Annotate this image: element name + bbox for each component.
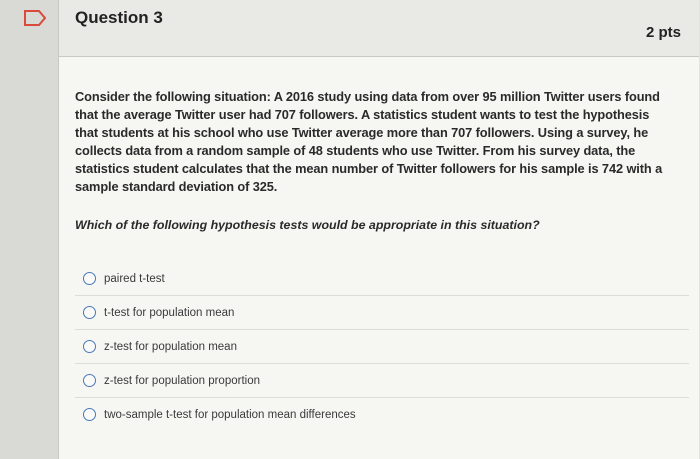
answer-option-z-test-population-proportion[interactable]	[75, 363, 689, 397]
flag-icon[interactable]	[24, 10, 46, 26]
question-text: Consider the following situation: A 2016 study using data from over 95 million Twitter users found that the average Twitter user had 707 followers. A statistics student wants to test the hypothesis that students at his school who use Twitter average more than 707 followers. Using a survey, he collects data from a random sample of 48 students who use Twitter. From his survey data, the statistics student calculates that the mean number of Twitter followers for his sample is 742 with a sample standard deviation of 325.	[75, 89, 663, 194]
answer-label: paired t-test	[104, 272, 165, 285]
answer-label: t-test for population mean	[104, 306, 235, 319]
question-flag-strip	[0, 0, 58, 459]
answer-option-z-test-population-mean[interactable]	[75, 329, 689, 363]
question-title: Question 3	[75, 8, 163, 27]
answer-option-paired-t-test[interactable]	[75, 262, 689, 295]
answer-option-t-test-population-mean[interactable]	[75, 295, 689, 329]
answer-label: two-sample t-test for population mean differences	[104, 408, 356, 421]
answer-list	[75, 262, 689, 431]
question-card	[58, 0, 699, 459]
radio-button-icon[interactable]	[83, 408, 96, 421]
question-prompt: Which of the following hypothesis tests would be appropriate in this situation?	[75, 218, 540, 232]
question-points: 2 pts	[645, 24, 681, 41]
answer-label: z-test for population proportion	[104, 374, 260, 387]
question-header	[59, 0, 699, 57]
radio-button-icon[interactable]	[83, 306, 96, 319]
answer-option-two-sample-t-test[interactable]	[75, 397, 689, 431]
radio-button-icon[interactable]	[83, 340, 96, 353]
answer-label: z-test for population mean	[104, 340, 237, 353]
radio-button-icon[interactable]	[83, 272, 96, 285]
radio-button-icon[interactable]	[83, 374, 96, 387]
